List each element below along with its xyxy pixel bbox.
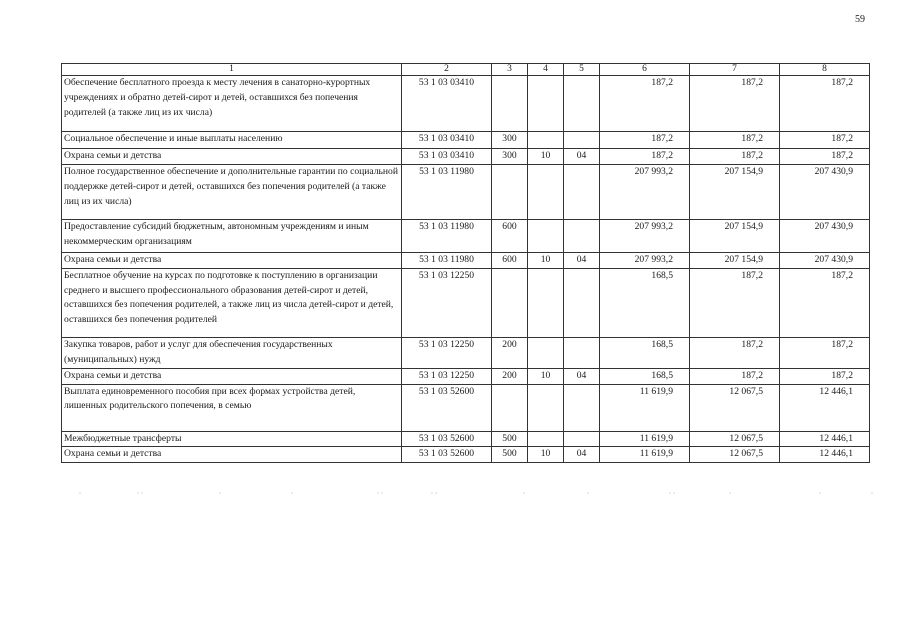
- row-code: 53 1 03 12250: [402, 337, 492, 368]
- row-col5: [564, 337, 600, 368]
- row-col4: [528, 132, 564, 149]
- row-value-8: 187,2: [780, 149, 870, 165]
- header-cell: 3: [492, 64, 528, 76]
- table-row: [62, 164, 870, 219]
- row-col4: [528, 337, 564, 368]
- row-col3: 300: [492, 132, 528, 149]
- row-value-8: 207 430,9: [780, 164, 870, 219]
- row-code: 53 1 03 12250: [402, 268, 492, 337]
- row-value-7: 12 067,5: [690, 384, 780, 431]
- row-code: 53 1 03 12250: [402, 368, 492, 384]
- row-value-6: 11 619,9: [600, 384, 690, 431]
- header-row: [62, 64, 870, 76]
- row-col3: [492, 268, 528, 337]
- row-col4: [528, 268, 564, 337]
- row-col3: 300: [492, 149, 528, 165]
- table-row: [62, 132, 870, 149]
- row-name: Закупка товаров, работ и услуг для обеспечения государственных (муниципальных) нужд: [62, 337, 402, 368]
- row-col5: [564, 268, 600, 337]
- table-row: [62, 384, 870, 431]
- row-col4: [528, 219, 564, 252]
- row-value-6: 187,2: [600, 132, 690, 149]
- row-code: 53 1 03 03410: [402, 149, 492, 165]
- row-value-8: 207 430,9: [780, 252, 870, 268]
- header-cell: 7: [690, 64, 780, 76]
- table-row: [62, 337, 870, 368]
- row-name: Охрана семьи и детства: [62, 368, 402, 384]
- row-col3: 600: [492, 219, 528, 252]
- row-col4: [528, 384, 564, 431]
- row-value-7: 187,2: [690, 132, 780, 149]
- row-col5: 04: [564, 252, 600, 268]
- row-value-7: 187,2: [690, 149, 780, 165]
- row-value-8: 187,2: [780, 268, 870, 337]
- row-value-7: 187,2: [690, 337, 780, 368]
- row-col5: [564, 76, 600, 132]
- row-col4: [528, 76, 564, 132]
- header-cell: 8: [780, 64, 870, 76]
- row-code: 53 1 03 03410: [402, 132, 492, 149]
- row-value-8: 12 446,1: [780, 447, 870, 463]
- row-value-6: 207 993,2: [600, 252, 690, 268]
- row-value-7: 12 067,5: [690, 447, 780, 463]
- table-row: [62, 76, 870, 132]
- row-col4: 10: [528, 149, 564, 165]
- table-row: [62, 149, 870, 165]
- row-code: 53 1 03 11980: [402, 219, 492, 252]
- row-col3: 500: [492, 431, 528, 447]
- row-value-6: 11 619,9: [600, 447, 690, 463]
- row-value-8: 12 446,1: [780, 431, 870, 447]
- row-col5: [564, 164, 600, 219]
- row-code: 53 1 03 03410: [402, 76, 492, 132]
- row-value-7: 187,2: [690, 368, 780, 384]
- row-value-6: 11 619,9: [600, 431, 690, 447]
- row-col3: 600: [492, 252, 528, 268]
- row-name: Выплата единовременного пособия при всех формах устройства детей, лишенных родительского попечения, в семью: [62, 384, 402, 431]
- row-value-6: 207 993,2: [600, 219, 690, 252]
- table-row: [62, 252, 870, 268]
- row-value-8: 12 446,1: [780, 384, 870, 431]
- row-col5: [564, 384, 600, 431]
- row-name: Полное государственное обеспечение и дополнительные гарантии по социальной поддержке детей-сирот и детей, оставшихся без попечения родителей (а также лиц из их числа): [62, 164, 402, 219]
- row-col3: [492, 164, 528, 219]
- row-col3: 200: [492, 337, 528, 368]
- row-name: Социальное обеспечение и иные выплаты населению: [62, 132, 402, 149]
- row-col4: 10: [528, 447, 564, 463]
- table-row: [62, 368, 870, 384]
- row-name: Бесплатное обучение на курсах по подготовке к поступлению в организации среднего и высшего профессионального образования детей-сирот и детей, оставшихся без попечения родителей, а также лиц из числа детей-сирот и детей, оставшихся без попечения родителей: [62, 268, 402, 337]
- row-col5: 04: [564, 447, 600, 463]
- row-col4: [528, 431, 564, 447]
- budget-table: [61, 63, 870, 463]
- row-value-6: 168,5: [600, 368, 690, 384]
- header-cell: 6: [600, 64, 690, 76]
- row-value-6: 187,2: [600, 149, 690, 165]
- row-value-6: 187,2: [600, 76, 690, 132]
- row-code: 53 1 03 52600: [402, 384, 492, 431]
- row-col4: 10: [528, 368, 564, 384]
- row-col5: [564, 431, 600, 447]
- row-value-7: 207 154,9: [690, 164, 780, 219]
- row-code: 53 1 03 52600: [402, 447, 492, 463]
- row-value-6: 207 993,2: [600, 164, 690, 219]
- row-col3: [492, 76, 528, 132]
- row-value-6: 168,5: [600, 268, 690, 337]
- row-col5: [564, 219, 600, 252]
- table-row: [62, 268, 870, 337]
- row-value-8: 187,2: [780, 368, 870, 384]
- row-name: Охрана семьи и детства: [62, 252, 402, 268]
- row-value-8: 207 430,9: [780, 219, 870, 252]
- table-body: [62, 64, 870, 463]
- header-cell: 2: [402, 64, 492, 76]
- row-col4: [528, 164, 564, 219]
- row-value-8: 187,2: [780, 337, 870, 368]
- page-number: 59: [855, 14, 865, 25]
- header-cell: 5: [564, 64, 600, 76]
- row-name: Охрана семьи и детства: [62, 447, 402, 463]
- header-cell: 1: [62, 64, 402, 76]
- row-col3: 500: [492, 447, 528, 463]
- row-name: Межбюджетные трансферты: [62, 431, 402, 447]
- row-col5: 04: [564, 368, 600, 384]
- scan-noise-dots: [60, 491, 880, 495]
- table-row: [62, 447, 870, 463]
- row-name: Обеспечение бесплатного проезда к месту лечения в санаторно-курортных учреждениях и обратно детей-сирот и детей, оставшихся без попечения родителей (а также лиц из их числа): [62, 76, 402, 132]
- row-col5: 04: [564, 149, 600, 165]
- row-value-7: 12 067,5: [690, 431, 780, 447]
- row-name: Предоставление субсидий бюджетным, автономным учреждениям и иным некоммерческим организациям: [62, 219, 402, 252]
- header-cell: 4: [528, 64, 564, 76]
- row-col3: [492, 384, 528, 431]
- row-name: Охрана семьи и детства: [62, 149, 402, 165]
- row-value-8: 187,2: [780, 76, 870, 132]
- row-value-7: 187,2: [690, 76, 780, 132]
- row-value-7: 187,2: [690, 268, 780, 337]
- row-code: 53 1 03 11980: [402, 252, 492, 268]
- row-value-7: 207 154,9: [690, 252, 780, 268]
- row-col5: [564, 132, 600, 149]
- row-value-8: 187,2: [780, 132, 870, 149]
- row-value-7: 207 154,9: [690, 219, 780, 252]
- row-col3: 200: [492, 368, 528, 384]
- row-code: 53 1 03 52600: [402, 431, 492, 447]
- table-row: [62, 219, 870, 252]
- row-value-6: 168,5: [600, 337, 690, 368]
- row-col4: 10: [528, 252, 564, 268]
- row-code: 53 1 03 11980: [402, 164, 492, 219]
- table-row: [62, 431, 870, 447]
